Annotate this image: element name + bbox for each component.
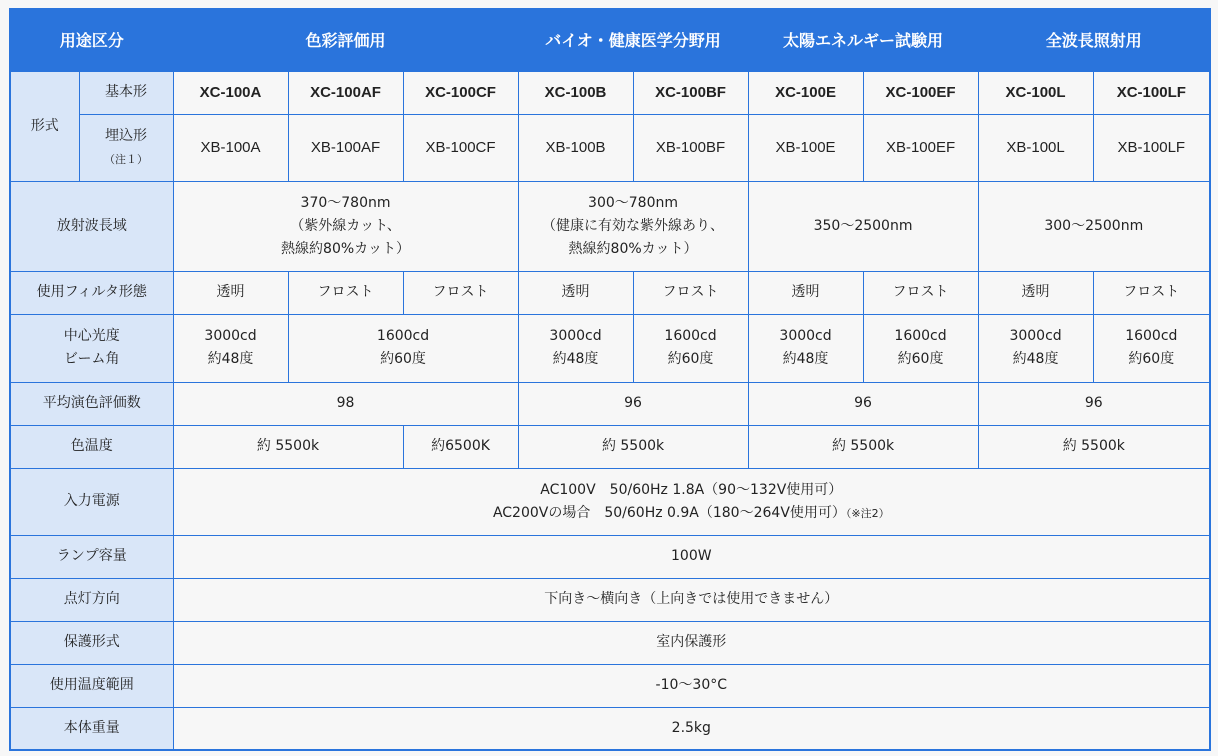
model-label: 形式 (10, 71, 79, 181)
intensity-cell: 1600cd 約60度 (1093, 314, 1210, 382)
group-header-full-wavelength: 全波長照射用 (978, 9, 1210, 71)
cri-row (10, 382, 1210, 425)
power-note: （※注2） (845, 506, 890, 520)
cri-label: 平均演色評価数 (10, 382, 173, 425)
color-temp-cell: 約6500K (403, 425, 518, 468)
model-cell: XC-100A (173, 71, 288, 114)
embedded-label (79, 114, 173, 181)
embedded-label-text: 埋込形 (105, 127, 147, 144)
intensity-cell: 1600cd 約60度 (863, 314, 978, 382)
header-row (10, 9, 1210, 71)
intensity-cell: 1600cd 約60度 (633, 314, 748, 382)
model-cell: XC-100B (518, 71, 633, 114)
color-temp-cell: 約 5500k (518, 425, 748, 468)
weight-row (10, 707, 1210, 750)
intensity-cell: 1600cd 約60度 (288, 314, 518, 382)
lamp-label: ランプ容量 (10, 535, 173, 578)
model-cell: XC-100LF (1093, 71, 1210, 114)
cri-cell: 96 (518, 382, 748, 425)
protection-cell: 室内保護形 (173, 621, 1210, 664)
direction-row (10, 578, 1210, 621)
power-cell: AC100V 50/60Hz 1.8A（90～132V使用可） AC200Vの場合 50/60Hz 0.9A（180～264V使用可）（※注2） (173, 468, 1210, 535)
wavelength-cell: 300～2500nm (978, 181, 1210, 271)
lamp-row (10, 535, 1210, 578)
filter-row (10, 271, 1210, 314)
color-temp-cell: 約 5500k (978, 425, 1210, 468)
group-header-solar-test: 太陽エネルギー試験用 (748, 9, 978, 71)
intensity-cell: 3000cd 約48度 (518, 314, 633, 382)
model-cell: XC-100E (748, 71, 863, 114)
temp-range-row (10, 664, 1210, 707)
temp-range-label: 使用温度範囲 (10, 664, 173, 707)
color-temp-row (10, 425, 1210, 468)
cri-cell: 96 (748, 382, 978, 425)
color-temp-cell: 約 5500k (748, 425, 978, 468)
wavelength-row (10, 181, 1210, 271)
embedded-model-cell: XB-100AF (288, 114, 403, 181)
embedded-model-cell: XB-100B (518, 114, 633, 181)
filter-cell: フロスト (633, 271, 748, 314)
embedded-model-cell: XB-100A (173, 114, 288, 181)
protection-row (10, 621, 1210, 664)
embedded-model-cell: XB-100E (748, 114, 863, 181)
power-row (10, 468, 1210, 535)
intensity-cell: 3000cd 約48度 (748, 314, 863, 382)
filter-cell: フロスト (403, 271, 518, 314)
filter-cell: フロスト (288, 271, 403, 314)
power-label: 入力電源 (10, 468, 173, 535)
group-header-bio-medical: バイオ・健康医学分野用 (518, 9, 748, 71)
filter-cell: 透明 (173, 271, 288, 314)
weight-label: 本体重量 (10, 707, 173, 750)
embedded-model-cell: XB-100LF (1093, 114, 1210, 181)
model-cell: XC-100L (978, 71, 1093, 114)
model-cell: XC-100AF (288, 71, 403, 114)
embedded-model-cell: XB-100CF (403, 114, 518, 181)
model-cell: XC-100BF (633, 71, 748, 114)
category-header: 用途区分 (10, 9, 173, 71)
color-temp-cell: 約 5500k (173, 425, 403, 468)
filter-cell: 透明 (748, 271, 863, 314)
filter-cell: 透明 (518, 271, 633, 314)
embedded-model-cell: XB-100L (978, 114, 1093, 181)
cri-cell: 96 (978, 382, 1210, 425)
model-embedded-row (10, 114, 1210, 181)
filter-cell: 透明 (978, 271, 1093, 314)
group-header-color-eval: 色彩評価用 (173, 9, 518, 71)
basic-label: 基本形 (79, 71, 173, 114)
direction-cell: 下向き～横向き（上向きでは使用できません） (173, 578, 1210, 621)
direction-label: 点灯方向 (10, 578, 173, 621)
intensity-cell: 3000cd 約48度 (173, 314, 288, 382)
intensity-label: 中心光度 ビーム角 (10, 314, 173, 382)
model-basic-row (10, 71, 1210, 114)
intensity-row (10, 314, 1210, 382)
temp-range-cell: -10～30°C (173, 664, 1210, 707)
spec-table (9, 8, 1211, 751)
filter-cell: フロスト (1093, 271, 1210, 314)
wavelength-cell: 350～2500nm (748, 181, 978, 271)
wavelength-label: 放射波長域 (10, 181, 173, 271)
embedded-model-cell: XB-100BF (633, 114, 748, 181)
weight-cell: 2.5kg (173, 707, 1210, 750)
model-cell: XC-100CF (403, 71, 518, 114)
model-cell: XC-100EF (863, 71, 978, 114)
embedded-model-cell: XB-100EF (863, 114, 978, 181)
filter-label: 使用フィルタ形態 (10, 271, 173, 314)
wavelength-cell: 370～780nm （紫外線カット、 熱線約80%カット） (173, 181, 518, 271)
wavelength-cell: 300～780nm （健康に有効な紫外線あり、 熱線約80%カット） (518, 181, 748, 271)
color-temp-label: 色温度 (10, 425, 173, 468)
protection-label: 保護形式 (10, 621, 173, 664)
lamp-cell: 100W (173, 535, 1210, 578)
embedded-note: （注１） (104, 152, 148, 166)
intensity-cell: 3000cd 約48度 (978, 314, 1093, 382)
filter-cell: フロスト (863, 271, 978, 314)
cri-cell: 98 (173, 382, 518, 425)
